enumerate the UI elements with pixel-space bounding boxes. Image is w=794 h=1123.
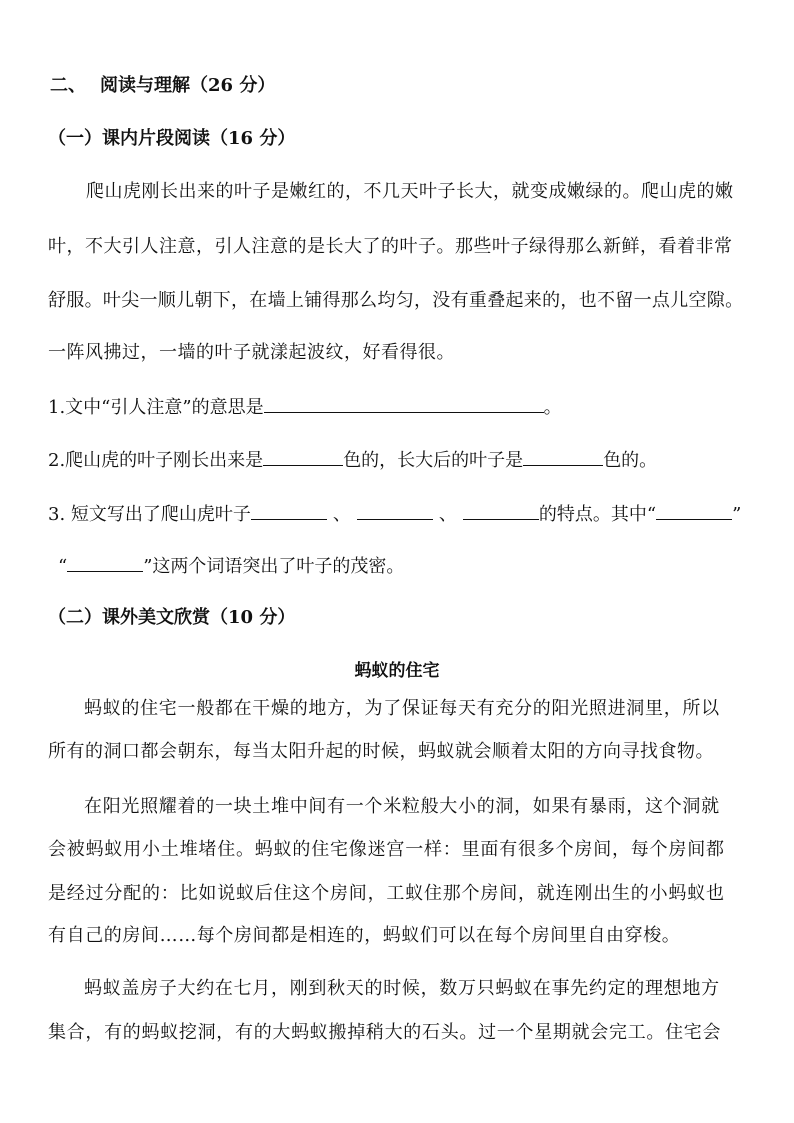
q3-answer-blank-1[interactable]: [251, 501, 327, 520]
q1-answer-blank[interactable]: [264, 394, 544, 413]
q2-middle: 色的，长大后的叶子是: [343, 450, 524, 471]
article-p2-line-3: 是经过分配的：比如说蚁后住这个房间，工蚁住那个房间，就连刚出生的小蚂蚁也: [48, 883, 725, 904]
q3-close-quote: ”: [732, 504, 742, 525]
passage-line-1: 爬山虎刚长出来的叶子是嫩红的，不几天叶子长大，就变成嫩绿的。爬山虎的嫩: [86, 181, 734, 202]
q3-middle: 的特点。其中“: [538, 504, 657, 525]
passage-line-4: 一阵风拂过，一墙的叶子就漾起波纹，好看得很。: [48, 342, 455, 363]
question-3-continued: [58, 553, 404, 579]
part1-heading: （一）课内片段阅读（16 分）: [48, 128, 296, 149]
article-p2-line-2: 会被蚂蚁用小土堆堵住。蚂蚁的住宅像迷宫一样：里面有很多个房间，每个房间都: [48, 839, 725, 860]
article-p1-line-1: 蚂蚁的住宅一般都在干燥的地方，为了保证每天有充分的阳光照进洞里，所以: [84, 698, 720, 719]
q3-answer-blank-4[interactable]: [656, 501, 732, 520]
q2-suffix: 色的。: [603, 450, 658, 471]
question-3: [48, 501, 741, 527]
section-heading: [50, 74, 275, 98]
article-p2-line-1: 在阳光照耀着的一块土堆中间有一个米粒般大小的洞，如果有暴雨，这个洞就: [84, 796, 720, 817]
q3-open-quote: “: [58, 556, 68, 577]
q2-answer-blank-2[interactable]: [523, 447, 603, 466]
part2-heading: （二）课外美文欣赏（10 分）: [48, 607, 296, 628]
q1-prefix: 1.文中“引人注意”的意思是: [48, 397, 264, 418]
q2-answer-blank-1[interactable]: [263, 447, 343, 466]
q3-answer-blank-3[interactable]: [463, 501, 539, 520]
q3-sep-2: 、: [438, 504, 457, 525]
passage-line-2: 叶，不大引人注意，引人注意的是长大了的叶子。那些叶子绿得那么新鲜，看着非常: [48, 236, 733, 257]
article-p3-line-2: 集合，有的蚂蚁挖洞，有的大蚂蚁搬掉稍大的石头。过一个星期就会完工。住宅会: [48, 1022, 722, 1043]
article-p3-line-1: 蚂蚁盖房子大约在七月，刚到秋天的时候，数万只蚂蚁在事先约定的理想地方: [84, 978, 720, 999]
passage-line-3: 舒服。叶尖一顺儿朝下，在墙上铺得那么均匀，没有重叠起来的，也不留一点儿空隙。: [48, 290, 744, 311]
q3-answer-blank-5[interactable]: [67, 553, 143, 572]
q3-prefix: 3. 短文写出了爬山虎叶子: [48, 504, 251, 525]
section-number: 二、: [50, 75, 86, 96]
q3-answer-blank-2[interactable]: [357, 501, 433, 520]
article-p1-line-2: 所有的洞口都会朝东，每当太阳升起的时候，蚂蚁就会顺着太阳的方向寻找食物。: [48, 741, 714, 762]
q1-suffix: 。: [543, 397, 562, 418]
article-p2-line-4: 有自己的房间……每个房间都是相连的，蚂蚁们可以在每个房间里自由穿梭。: [48, 925, 681, 946]
question-1: [48, 394, 562, 420]
q3-line2-suffix: ”这两个词语突出了叶子的茂密。: [143, 556, 405, 577]
question-2: [48, 447, 657, 473]
q2-prefix: 2.爬山虎的叶子刚长出来是: [48, 450, 264, 471]
q3-sep-1: 、: [332, 504, 351, 525]
section-title: 阅读与理解（26 分）: [100, 75, 276, 96]
article-title: 蚂蚁的住宅: [354, 661, 440, 681]
